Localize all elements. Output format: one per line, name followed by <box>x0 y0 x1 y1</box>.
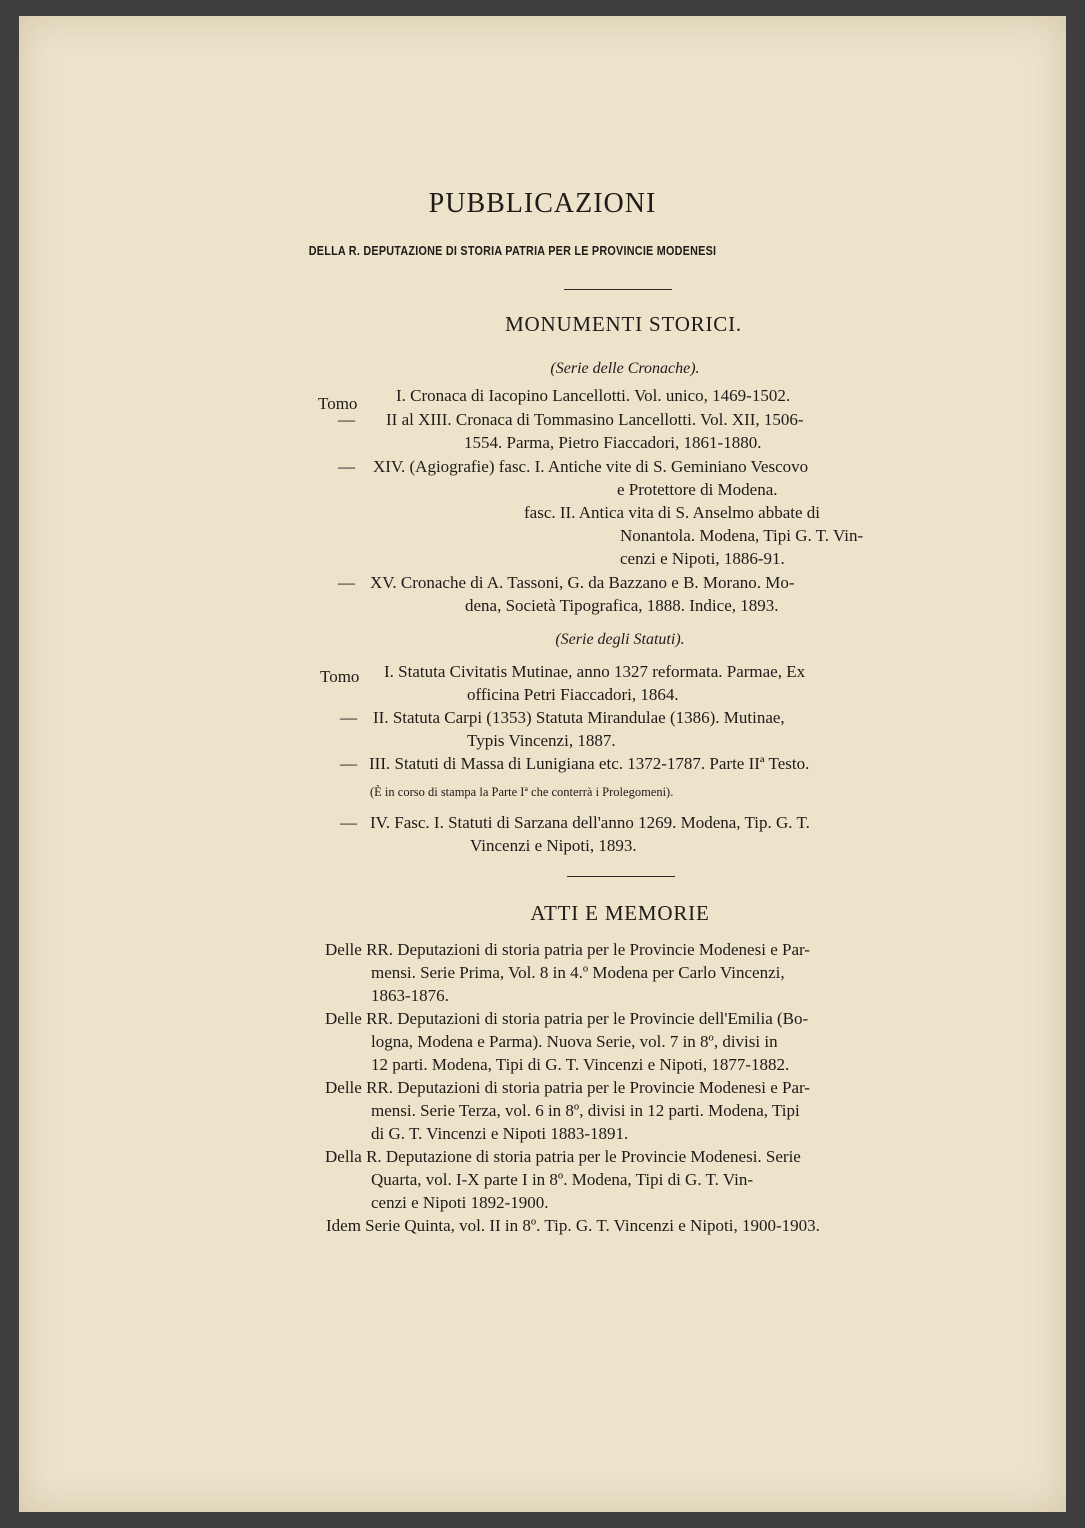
entry-line: 1863-1876. <box>371 986 449 1005</box>
entry-line: officina Petri Fiaccadori, 1864. <box>467 685 679 704</box>
entry-line: Quarta, vol. I-X parte I in 8º. Modena, Tipi di G. T. Vin- <box>371 1170 753 1189</box>
entry-line: I. Statuta Civitatis Mutinae, anno 1327 reformata. Parmae, Ex <box>384 662 806 681</box>
entry-line: cenzi e Nipoti 1892-1900. <box>371 1193 549 1212</box>
entry-line: XV. Cronache di A. Tassoni, G. da Bazzano e B. Morano. Mo- <box>370 573 795 592</box>
entry-line: II al XIII. Cronaca di Tommasino Lancellotti. Vol. XII, 1506- <box>386 410 804 429</box>
entry-line: mensi. Serie Terza, vol. 6 in 8º, divisi in 12 parti. Modena, Tipi <box>371 1101 800 1120</box>
entry-line: XIV. (Agiografie) fasc. I. Antiche vite di S. Geminiano Vescovo <box>373 457 809 476</box>
entry-line: dena, Società Tipografica, 1888. Indice, 1893. <box>465 596 779 615</box>
section-heading-atti: ATTI E MEMORIE <box>530 901 710 925</box>
entry-line: cenzi e Nipoti, 1886-91. <box>620 549 785 568</box>
entry-line: IV. Fasc. I. Statuti di Sarzana dell'anno 1269. Modena, Tip. G. T. <box>370 813 810 832</box>
dash: — <box>338 457 355 476</box>
entry-line: Idem Serie Quinta, vol. II in 8º. Tip. G. T. Vincenzi e Nipoti, 1900-1903. <box>326 1216 820 1235</box>
dash: — <box>338 573 355 592</box>
entry-line: Delle RR. Deputazioni di storia patria per le Provincie Modenesi e Par- <box>325 940 810 959</box>
entry-line: Della R. Deputazione di storia patria per le Provincie Modenesi. Serie <box>325 1147 801 1166</box>
entry-line: di G. T. Vincenzi e Nipoti 1883-1891. <box>371 1124 629 1143</box>
page-title: PUBBLICAZIONI <box>428 188 657 219</box>
dash: — <box>338 410 355 429</box>
page-subtitle: DELLA R. DEPUTAZIONE DI STORIA PATRIA PER LE PROVINCIE MODENESI <box>308 243 717 258</box>
entry-line: I. Cronaca di Iacopino Lancellotti. Vol. unico, 1469-1502. <box>396 386 791 405</box>
entry-line: Delle RR. Deputazioni di storia patria per le Provincie dell'Emilia (Bo- <box>325 1009 809 1028</box>
entry-line: Vincenzi e Nipoti, 1893. <box>470 836 637 855</box>
divider <box>564 289 672 290</box>
entry-line: e Protettore di Modena. <box>617 480 778 499</box>
dash: — <box>340 708 357 727</box>
series-label-statuti: (Serie degli Statuti). <box>555 631 685 648</box>
entry-line: mensi. Serie Prima, Vol. 8 in 4.º Modena per Carlo Vincenzi, <box>371 963 785 982</box>
tomo-label: Tomo <box>320 667 360 686</box>
entry-line: II. Statuta Carpi (1353) Statuta Mirandulae (1386). Mutinae, <box>373 708 785 727</box>
series-label-cronache: (Serie delle Cronache). <box>550 360 700 377</box>
divider <box>567 876 675 877</box>
entry-line: fasc. II. Antica vita di S. Anselmo abbate di <box>524 503 821 522</box>
entry-line: 1554. Parma, Pietro Fiaccadori, 1861-1880. <box>464 433 762 452</box>
entry-line: logna, Modena e Parma). Nuova Serie, vol. 7 in 8º, divisi in <box>371 1032 778 1051</box>
section-heading-monumenti: MONUMENTI STORICI. <box>505 312 742 336</box>
tomo-label: Tomo <box>318 394 358 413</box>
note-line: (È in corso di stampa la Parte Iª che conterrà i Prolegomeni). <box>370 785 674 799</box>
entry-line: 12 parti. Modena, Tipi di G. T. Vincenzi e Nipoti, 1877-1882. <box>371 1055 790 1074</box>
dash: — <box>340 813 357 832</box>
dash: — <box>340 754 357 773</box>
entry-line: Typis Vincenzi, 1887. <box>467 731 616 750</box>
entry-line: Delle RR. Deputazioni di storia patria per le Provincie Modenesi e Par- <box>325 1078 810 1097</box>
entry-line: III. Statuti di Massa di Lunigiana etc. 1372-1787. Parte IIª Testo. <box>369 754 810 773</box>
entry-line: Nonantola. Modena, Tipi G. T. Vin- <box>620 526 864 545</box>
